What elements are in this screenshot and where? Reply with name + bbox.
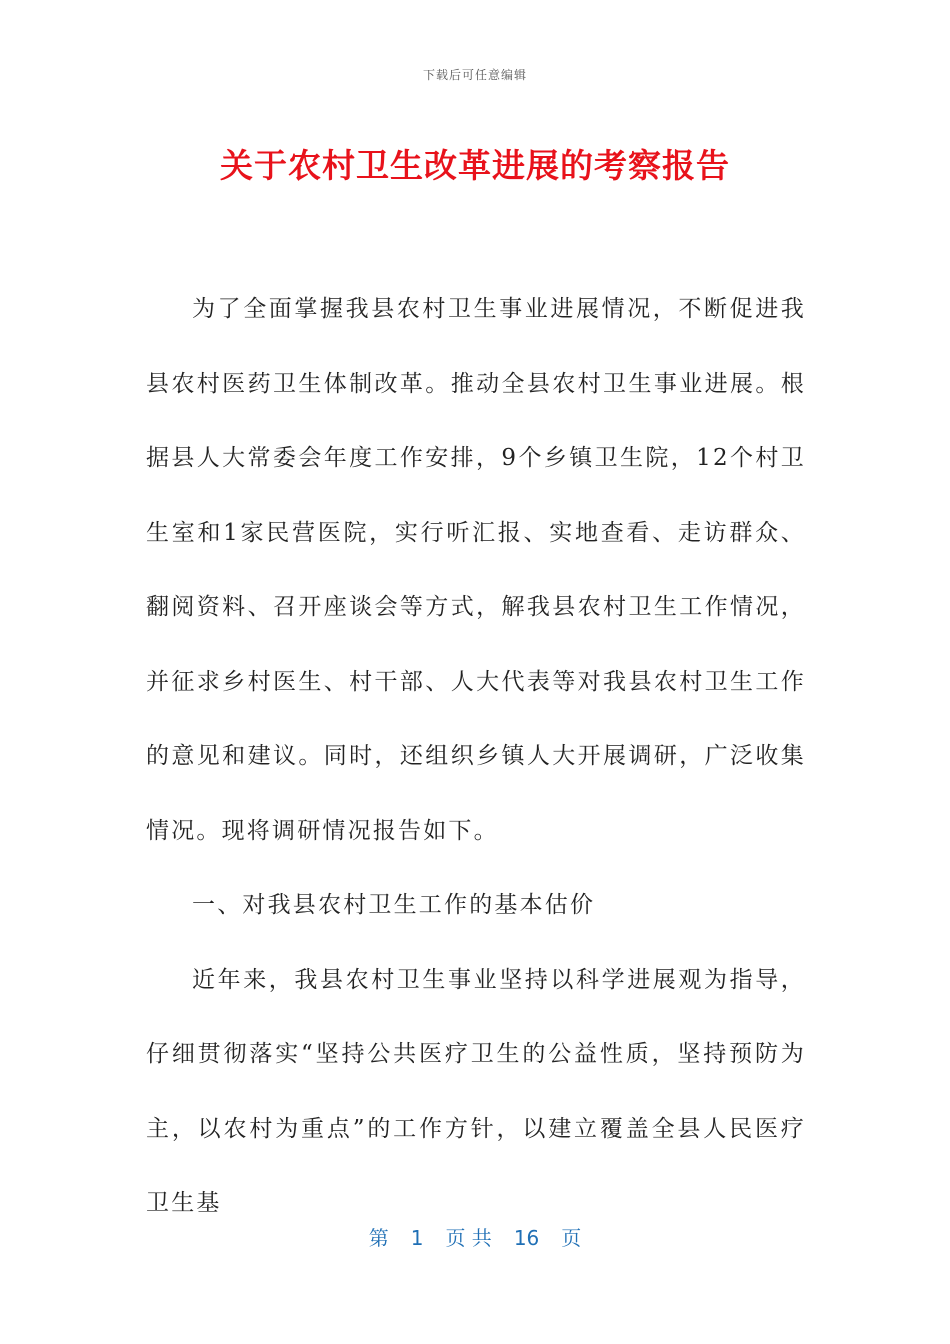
document-title: 关于农村卫生改革进展的考察报告 xyxy=(220,146,730,185)
total-pages-number: 16 xyxy=(513,1226,540,1250)
page-label-mid: 页 共 xyxy=(445,1226,492,1250)
current-page-number: 1 xyxy=(410,1226,424,1250)
document-body xyxy=(146,272,806,1241)
page-footer xyxy=(0,1222,950,1251)
page-label-prefix: 第 xyxy=(368,1226,389,1250)
page-label-suffix: 页 xyxy=(561,1226,582,1250)
section-heading-1: 一、对我县农村卫生工作的基本估价 xyxy=(192,892,596,918)
paragraph-section-1: 近年来，我县农村卫生事业坚持以科学进展观为指导，仔细贯彻落实“坚持公共医疗卫生的公益性质，坚持预防为主，以农村为重点”的工作方针，以建立覆盖全县人民医疗卫生基 xyxy=(146,966,806,1216)
header-note: 下载后可任意编辑 xyxy=(422,68,527,82)
paragraph-intro: 为了全面掌握我县农村卫生事业进展情况，不断促进我县农村医药卫生体制改革。推动全县农村卫生事业进展。根据县人大常委会年度工作安排，9个乡镇卫生院，12个村卫生室和1家民营医院，实行听汇报、实地查看、走访群众、翻阅资料、召开座谈会等方式，解我县农村卫生工作情况，并征求乡村医生、村干部、人大代表等对我县农村卫生工作的意见和建议。同时，还组织乡镇人大开展调研，广泛收集情况。现将调研情况报告如下。 xyxy=(146,296,806,844)
